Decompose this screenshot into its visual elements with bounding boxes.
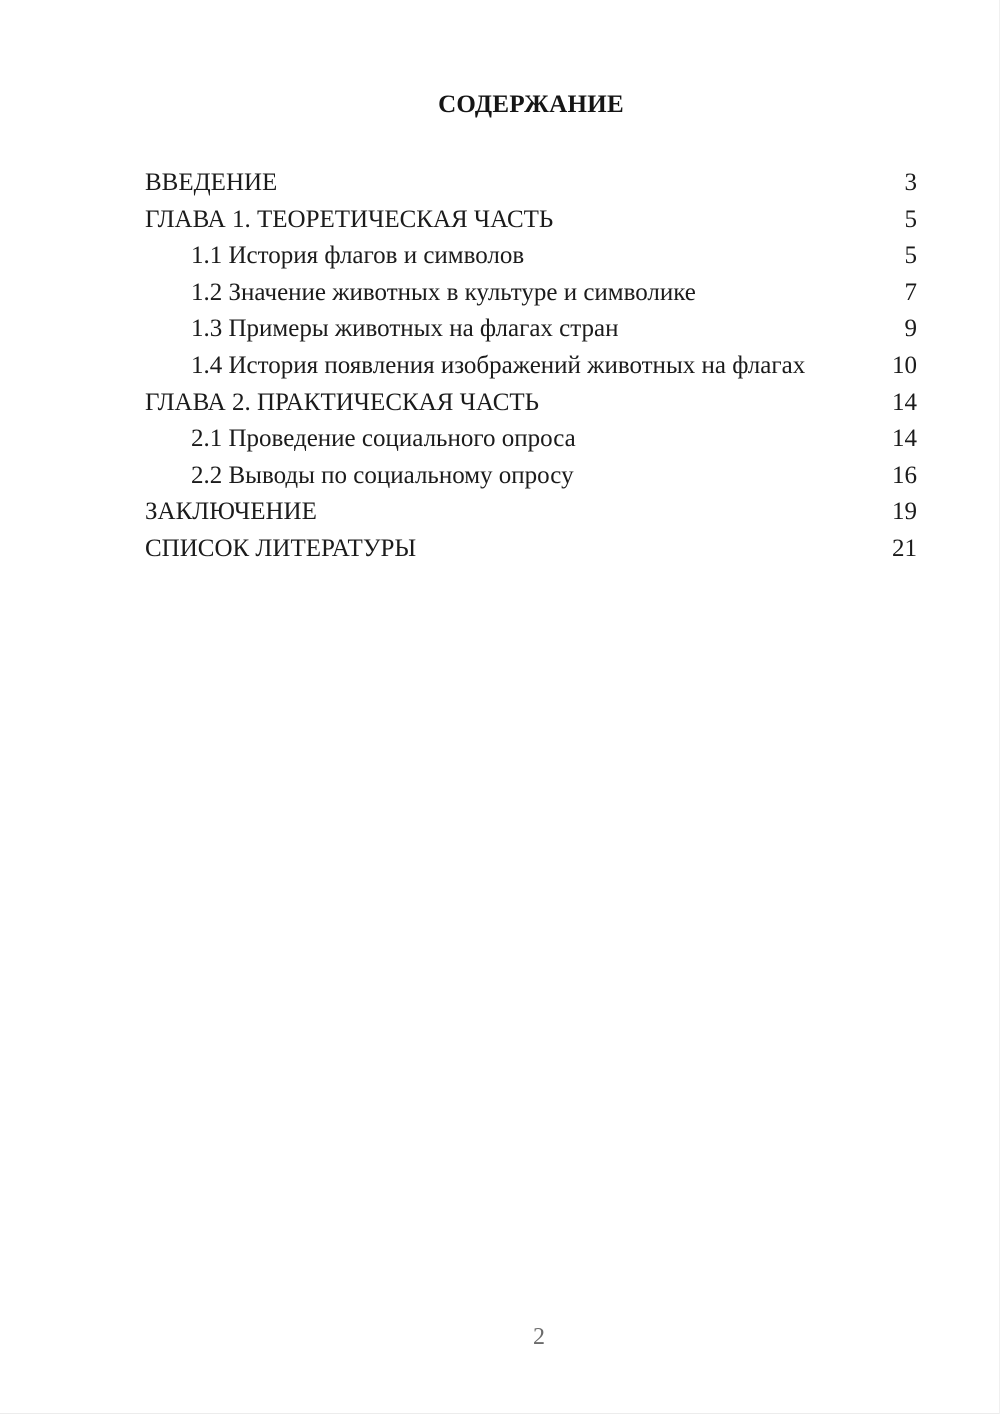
toc-entry-label: 2.2 Выводы по социальному опросу	[191, 461, 574, 489]
toc-entry	[145, 531, 917, 568]
toc-entry-label: ВВЕДЕНИЕ	[145, 169, 278, 196]
toc-entry-page: 14	[892, 388, 917, 416]
toc-entry-label: 1.4 История появления изображений животных на флагах	[191, 351, 806, 379]
toc-entry-label: 2.1 Проведение социального опроса	[191, 425, 576, 453]
toc-entry	[145, 421, 917, 458]
toc-entry-label: 1.1 История флагов и символов	[191, 242, 525, 270]
toc-entry-label: ГЛАВА 1. ТЕОРЕТИЧЕСКАЯ ЧАСТЬ	[145, 205, 554, 233]
toc-entry	[145, 165, 917, 202]
toc-entry	[145, 202, 917, 239]
toc-entry-page: 19	[892, 498, 917, 526]
toc-entry	[145, 275, 917, 312]
toc-entry-page: 9	[904, 315, 917, 343]
toc-entry	[145, 494, 917, 531]
toc-entry-page: 10	[892, 351, 917, 379]
toc-entry-page: 5	[904, 242, 917, 270]
toc-entry-label: 1.3 Примеры животных на флагах стран	[191, 315, 619, 343]
toc-entry-label: ГЛАВА 2. ПРАКТИЧЕСКАЯ ЧАСТЬ	[145, 388, 540, 416]
toc-entry	[145, 348, 917, 385]
toc-entry	[145, 311, 917, 348]
page-title: СОДЕРЖАНИЕ	[438, 91, 624, 118]
toc-entry-label: ЗАКЛЮЧЕНИЕ	[145, 498, 317, 526]
toc-entry-label: СПИСОК ЛИТЕРАТУРЫ	[145, 534, 417, 562]
toc-entry-page: 5	[904, 205, 917, 233]
toc-entry-page: 7	[904, 278, 917, 306]
page-number-footer: 2	[533, 1324, 545, 1350]
toc-entry	[145, 238, 917, 275]
toc-entry	[145, 385, 917, 422]
toc-entry-page: 14	[892, 425, 917, 453]
toc-entry	[145, 458, 917, 495]
toc-entry-page: 3	[904, 169, 917, 196]
toc	[145, 165, 917, 568]
toc-entry-page: 21	[892, 534, 917, 562]
toc-entry-page: 16	[892, 461, 917, 489]
toc-entry-label: 1.2 Значение животных в культуре и символике	[191, 278, 696, 306]
